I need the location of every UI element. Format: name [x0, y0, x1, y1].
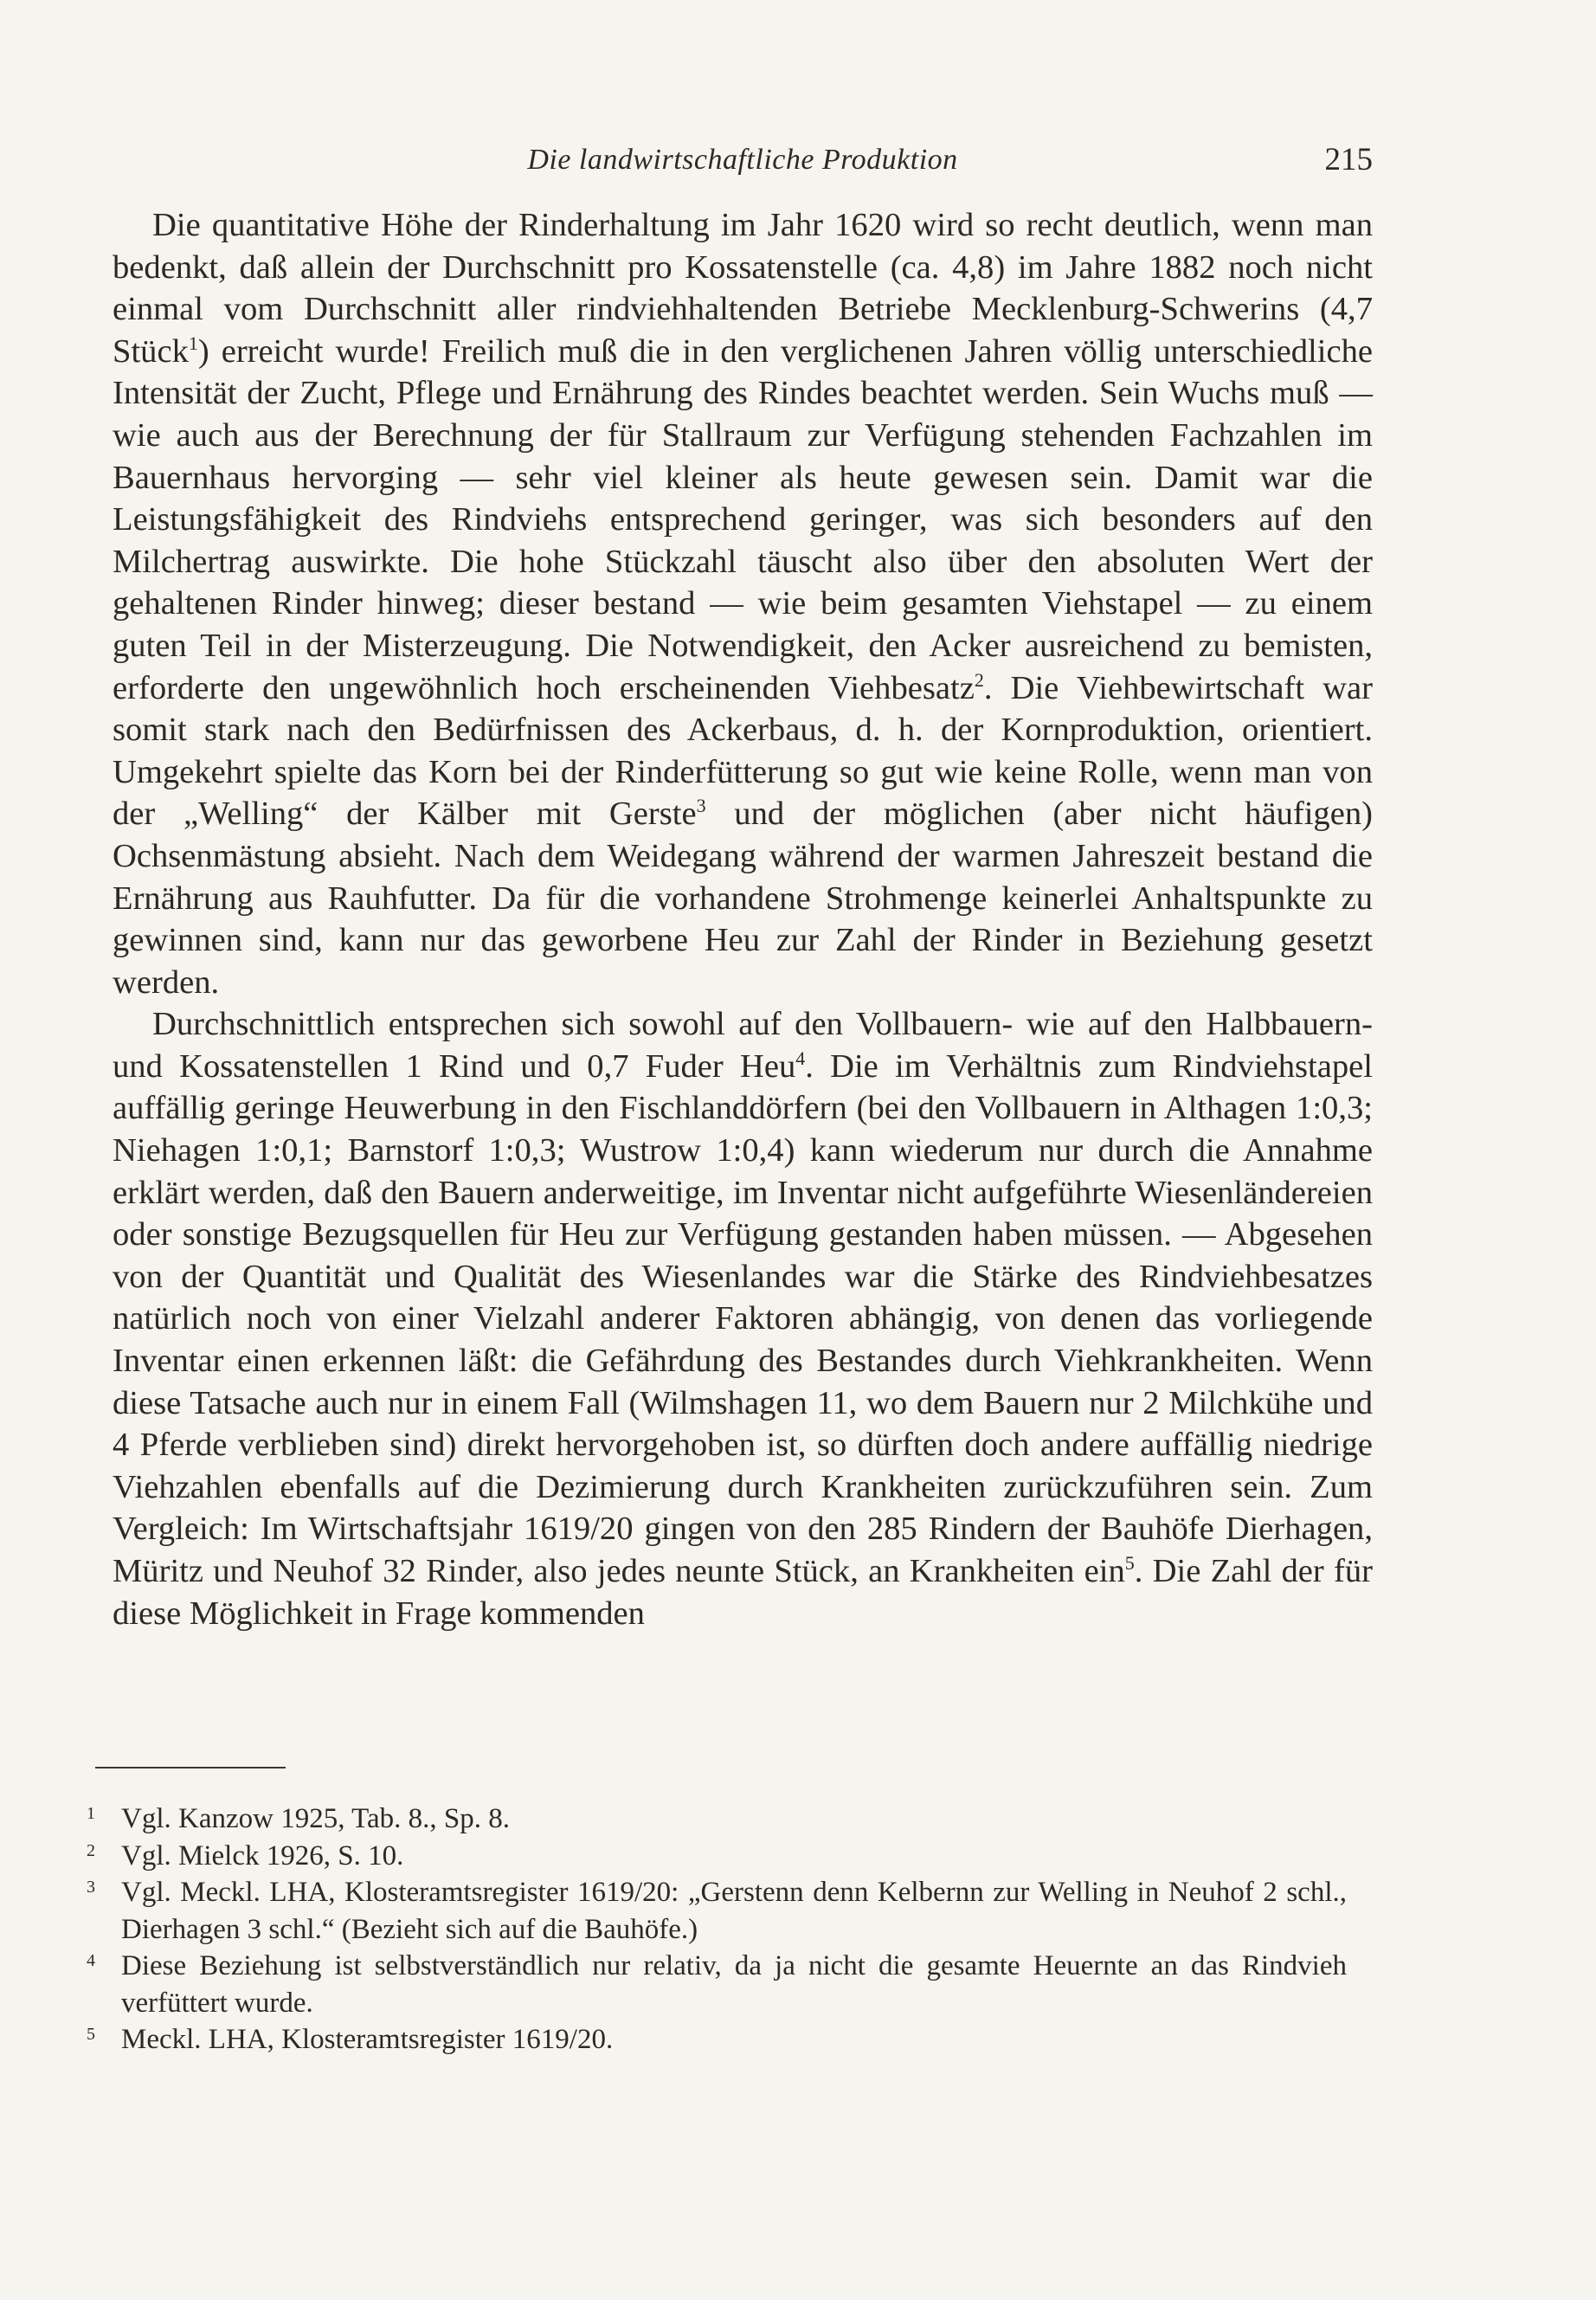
- paragraph-2-text-c: . Die Zahl der für diese Möglichkeit in Frage kommenden: [113, 1553, 1373, 1632]
- footnote-ref-1: 1: [188, 332, 198, 354]
- footnote-ref-4: 4: [795, 1047, 806, 1069]
- running-head: [113, 139, 1373, 182]
- paragraph-1: [113, 204, 1373, 1003]
- footnote-text: Vgl. Meckl. LHA, Klosteramtsregister 1619/20: „Gerstenn denn Kelbernn zur Welling in Neuhof 2 schl., Dierhagen 3 schl.“ (Bezieht sich auf die Bauhöfe.): [121, 1877, 1347, 1945]
- paragraph-1-text-d: und der möglichen (aber nicht häufigen) Ochsenmästung absieht. Nach dem Weidegang während der warmen Jahreszeit bestand die Ernährung aus Rauhfutter. Da für die vorhandene Strohmenge keinerlei Anhaltspunkte zu gewinnen sind, kann nur das geworbene Heu zur Zahl der Rinder in Beziehung gesetzt werden.: [113, 796, 1373, 1001]
- main-text: [113, 204, 1373, 1634]
- footnote-mark: 2: [87, 1840, 95, 1860]
- footnote-1: [87, 1801, 1347, 1838]
- running-title: Die landwirtschaftliche Produktion: [527, 144, 958, 176]
- footnotes: [87, 1801, 1347, 2058]
- footnote-mark: 5: [87, 2025, 95, 2044]
- footnote-ref-5: 5: [1124, 1552, 1135, 1574]
- paragraph-1-text-b: ) erreicht wurde! Freilich muß die in den verglichenen Jahren völlig unterschiedliche Intensität der Zucht, Pflege und Ernährung des Rindes beachtet werden. Sein Wuchs muß — wie auch aus der Berechnung der für Stallraum zur Verfügung stehenden Fachzahlen im Bauernhaus hervorging — sehr viel kleiner als heute gewesen sein. Damit war die Leistungsfähigkeit des Rindviehs entsprechend geringer, was sich besonders auf den Milchertrag auswirkte. Die hohe Stückzahl täuscht also über den absoluten Wert der gehaltenen Rinder hinweg; dieser bestand — wie beim gesamten Viehstapel — zu einem guten Teil in der Misterzeugung. Die Notwendigkeit, den Acker ausreichend zu bemisten, erforderte den ungewöhnlich hoch erscheinenden Viehbesatz: [113, 332, 1373, 706]
- footnote-text: Diese Beziehung ist selbstverständlich nur relativ, da ja nicht die gesamte Heuernte an das Rindvieh verfüttert wurde.: [121, 1950, 1347, 2019]
- paragraph-2: [113, 1003, 1373, 1634]
- footnote-divider: [95, 1767, 286, 1768]
- paragraph-1-text-a: Die quantitative Höhe der Rinderhaltung im Jahr 1620 wird so recht deutlich, wenn man bedenkt, daß allein der Durchschnitt pro Kossatenstelle (ca. 4,8) im Jahre 1882 noch nicht einmal vom Durchschnitt aller rindviehhaltenden Betriebe Mecklenburg-Schwerins (4,7 Stück: [113, 207, 1373, 370]
- footnote-3: [87, 1874, 1347, 1948]
- footnote-5: [87, 2021, 1347, 2058]
- footnote-2: [87, 1838, 1347, 1875]
- footnote-mark: 1: [87, 1804, 95, 1823]
- footnote-mark: 3: [87, 1878, 95, 1897]
- paragraph-1-text-c: . Die Viehbewirtschaft war somit stark nach den Bedürfnissen des Ackerbaus, d. h. der Kornproduktion, orientiert. Umgekehrt spielte das Korn bei der Rinderfütterung so gut wie keine Rolle, wenn man von der „Welling“ der Kälber mit Gerste: [113, 669, 1373, 833]
- page-number: 215: [1324, 142, 1373, 177]
- footnote-mark: 4: [87, 1951, 95, 1970]
- footnote-ref-3: 3: [696, 795, 706, 817]
- paragraph-2-text-a: Durchschnittlich entsprechen sich sowohl auf den Vollbauern- wie auf den Halbbauern- und Kossatenstellen 1 Rind und 0,7 Fuder Heu: [113, 1006, 1373, 1085]
- footnote-4: [87, 1948, 1347, 2021]
- footnote-ref-2: 2: [974, 668, 984, 691]
- paragraph-2-text-b: . Die im Verhältnis zum Rindviehstapel auffällig geringe Heuwerbung in den Fischlanddörfern (bei den Vollbauern in Althagen 1:0,3; Niehagen 1:0,1; Barnstorf 1:0,3; Wustrow 1:0,4) kann wiederum nur durch die Annahme erklärt werden, daß den Bauern anderweitige, im Inventar nicht aufgeführte Wiesenländereien oder sonstige Bezugsquellen für Heu zur Verfügung gestanden haben müssen. — Abgesehen von der Quantität und Qualität des Wiesenlandes war die Stärke des Rindviehbesatzes natürlich noch von einer Vielzahl anderer Faktoren abhängig, von denen das vorliegende Inventar einen erkennen läßt: die Gefährdung des Bestandes durch Viehkrankheiten. Wenn diese Tatsache auch nur in einem Fall (Wilmshagen 11, wo dem Bauern nur 2 Milchkühe und 4 Pferde verblieben sind) direkt hervorgehoben ist, so dürften doch andere auffällig niedrige Viehzahlen ebenfalls auf die Dezimierung durch Krankheiten zurückzuführen sein. Zum Vergleich: Im Wirtschaftsjahr 1619/20 gingen von den 285 Rindern der Bauhöfe Dierhagen, Müritz und Neuhof 32 Rinder, also jedes neunte Stück, an Krankheiten ein: [113, 1047, 1373, 1589]
- footnote-text: Vgl. Mielck 1926, S. 10.: [121, 1839, 404, 1872]
- footnote-text: Vgl. Kanzow 1925, Tab. 8., Sp. 8.: [121, 1803, 510, 1834]
- footnote-text: Meckl. LHA, Klosteramtsregister 1619/20.: [121, 2024, 614, 2055]
